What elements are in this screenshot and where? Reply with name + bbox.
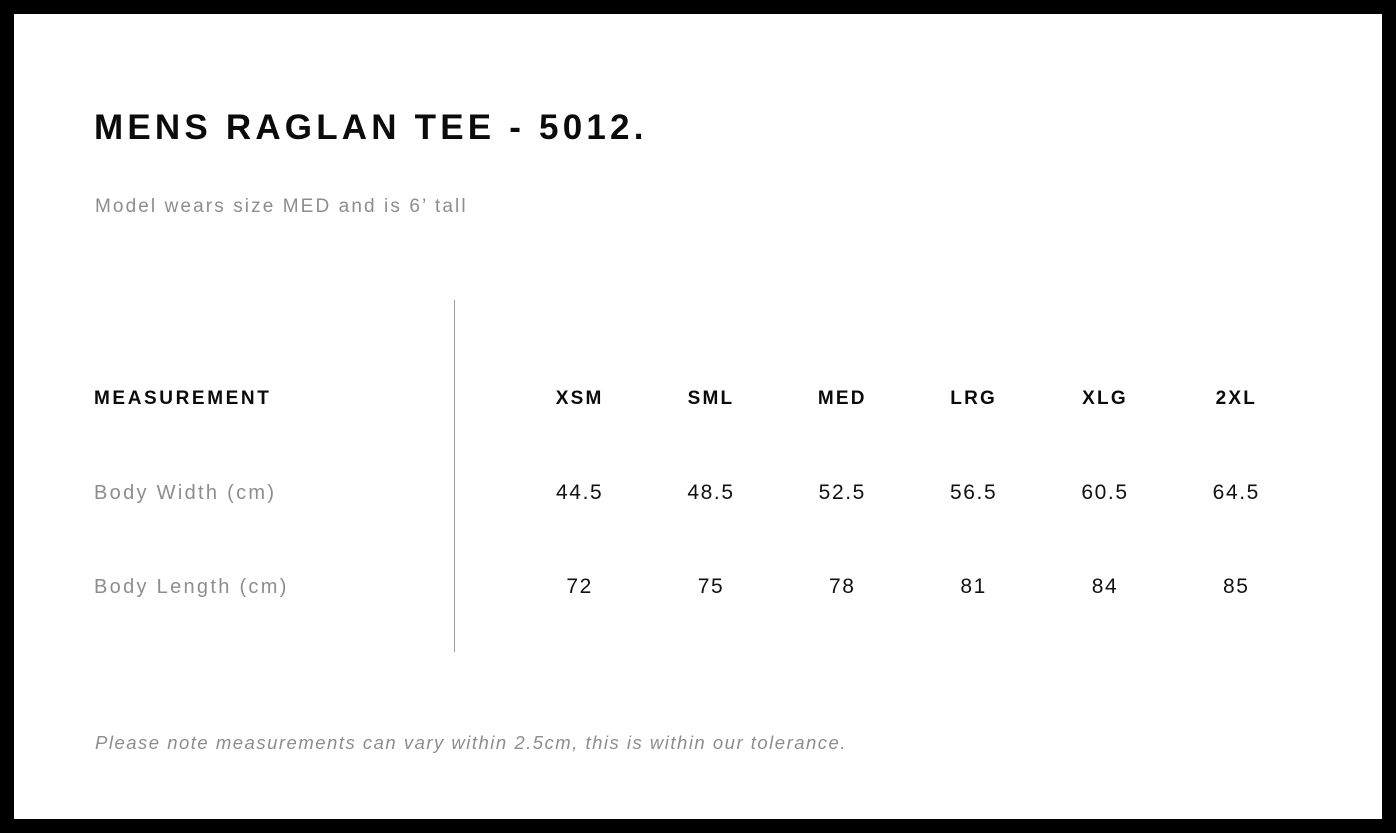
row-label-body-length: Body Length (cm) — [94, 575, 289, 598]
model-info-text: Model wears size MED and is 6’ tall — [95, 196, 468, 217]
table-header — [94, 352, 1302, 446]
cell-body-length-lrg: 81 — [960, 575, 987, 598]
cell-body-width-med: 52.5 — [818, 481, 866, 504]
cell-body-length-xlg: 84 — [1091, 575, 1119, 598]
column-header-xsm: XSM — [555, 388, 604, 409]
cell-body-length-2xl: 85 — [1223, 575, 1250, 598]
row-label-body-width: Body Width (cm) — [94, 481, 277, 504]
column-header-lrg: LRG — [950, 388, 997, 409]
cell-body-width-lrg: 56.5 — [950, 481, 998, 504]
table-row — [94, 446, 1302, 540]
column-header-xlg: XLG — [1082, 388, 1128, 409]
column-header-med: MED — [817, 388, 867, 409]
cell-body-width-2xl: 64.5 — [1212, 481, 1260, 504]
column-header-2xl: 2XL — [1215, 388, 1258, 409]
table-row — [94, 540, 1302, 634]
size-measurement-table — [94, 352, 1302, 634]
cell-body-width-sml: 48.5 — [687, 481, 735, 504]
cell-body-length-sml: 75 — [697, 575, 725, 598]
cell-body-length-xsm: 72 — [566, 575, 593, 598]
column-header-measurement: MEASUREMENT — [94, 388, 272, 409]
cell-body-width-xsm: 44.5 — [556, 481, 604, 504]
table-body — [94, 446, 1302, 634]
cell-body-width-xlg: 60.5 — [1081, 481, 1129, 504]
content-area — [94, 14, 1302, 819]
tolerance-note: Please note measurements can vary within 2.5cm, this is within our tolerance. — [95, 732, 847, 753]
size-chart-page — [14, 14, 1382, 819]
table-header-row — [94, 352, 1302, 446]
cell-body-length-med: 78 — [829, 575, 856, 598]
column-header-sml: SML — [687, 388, 735, 409]
page-title: MENS RAGLAN TEE - 5012. — [94, 108, 648, 147]
